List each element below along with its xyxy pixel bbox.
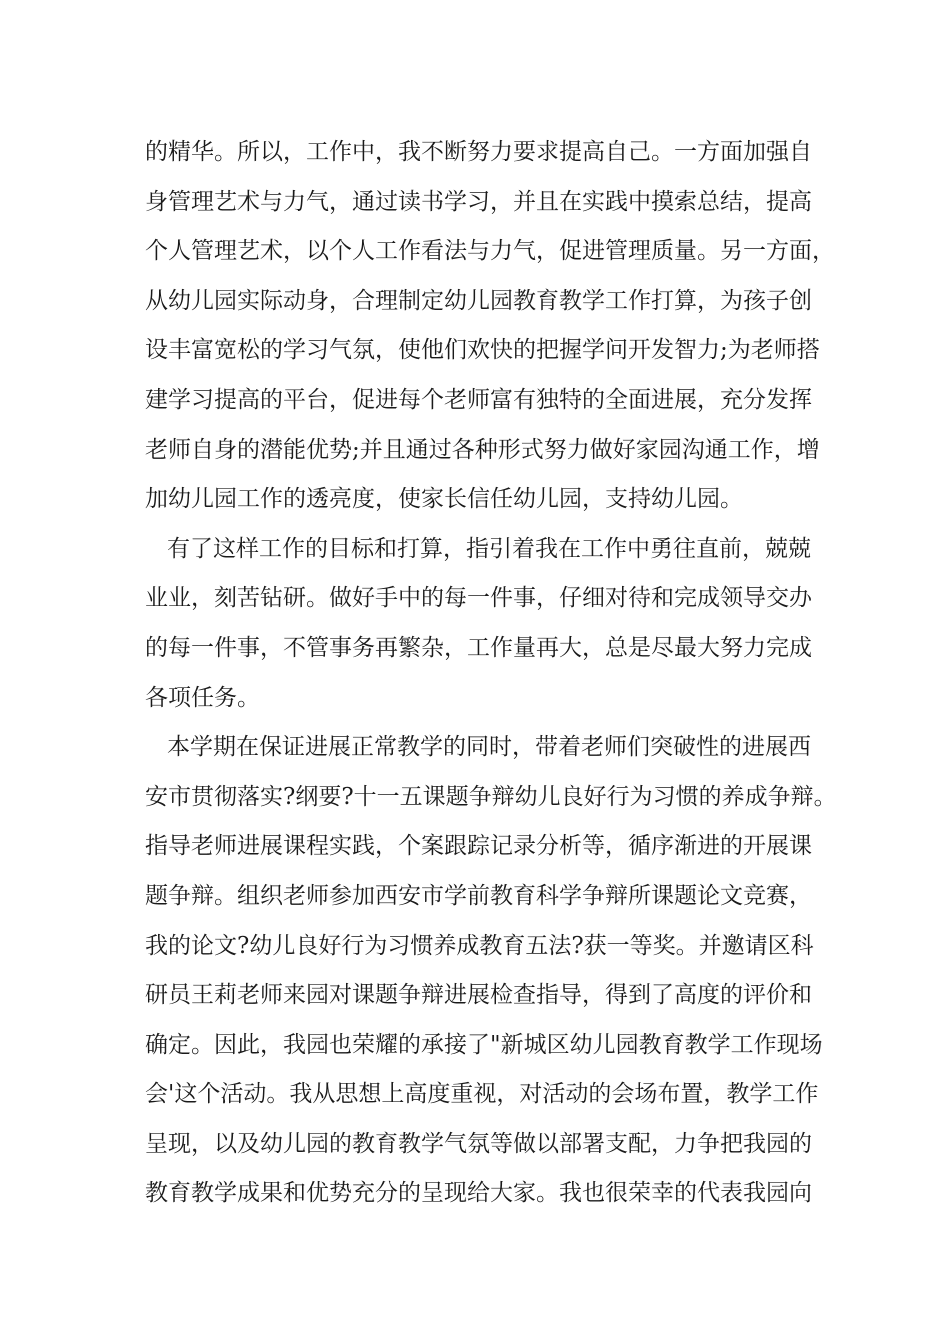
text-line: 教育教学成果和优势充分的呈现给大家。我也很荣幸的代表我园向 xyxy=(145,1180,812,1207)
text-line: 老师自身的潜能优势;并且通过各种形式努力做好家园沟通工作，增 xyxy=(145,436,820,463)
text-line: 加幼儿园工作的透亮度，使家长信任幼儿园，支持幼儿园。 xyxy=(145,486,743,513)
text-line: 建学习提高的平台，促进每个老师富有独特的全面进展，充分发挥 xyxy=(145,386,812,413)
text-line: 从幼儿园实际动身，合理制定幼儿园教育教学工作打算，为孩子创 xyxy=(145,287,812,314)
text-line: 确定。因此，我园也荣耀的承接了"新城区幼儿园教育教学工作现场 xyxy=(145,1031,823,1058)
text-line: 题争辩。组织老师参加西安市学前教育科学争辩所课题论文竞赛， xyxy=(145,882,812,909)
text-line: 各项任务。 xyxy=(145,684,260,711)
text-line: 个人管理艺术，以个人工作看法与力气，促进管理质量。另一方面， xyxy=(145,238,835,265)
text-line: 呈现，以及幼儿园的教育教学气氛等做以部署支配，力争把我园的 xyxy=(145,1130,812,1157)
text-line: 的每一件事，不管事务再繁杂，工作量再大，总是尽最大努力完成 xyxy=(145,634,812,661)
text-line: 安市贯彻落实?纲要?十一五课题争辩幼儿良好行为习惯的养成争辩。 xyxy=(145,783,837,810)
paragraph-first-line: 有了这样工作的目标和打算，指引着我在工作中勇往直前，兢兢 xyxy=(167,535,811,562)
text-line: 设丰富宽松的学习气氛，使他们欢快的把握学问开发智力;为老师搭 xyxy=(145,337,820,364)
paragraph-first-line: 本学期在保证进展正常教学的同时，带着老师们突破性的进展西 xyxy=(167,734,811,761)
text-line: 研员王莉老师来园对课题争辩进展检查指导，得到了高度的评价和 xyxy=(145,982,812,1009)
text-line: 业业，刻苦钻研。做好手中的每一件事，仔细对待和完成领导交办 xyxy=(145,585,812,612)
document-text xyxy=(145,128,835,1219)
text-line: 的精华。所以，工作中，我不断努力要求提高自己。一方面加强自 xyxy=(145,139,812,165)
text-line: 指导老师进展课程实践，个案跟踪记录分析等，循序渐进的开展课 xyxy=(145,833,812,860)
text-line: 我的论文?幼儿良好行为习惯养成教育五法?获一等奖。并邀请区科 xyxy=(145,932,814,959)
text-line: 会'这个活动。我从思想上高度重视，对活动的会场布置，教学工作 xyxy=(145,1081,819,1108)
text-line: 身管理艺术与力气，通过读书学习，并且在实践中摸索总结，提高 xyxy=(145,188,812,215)
